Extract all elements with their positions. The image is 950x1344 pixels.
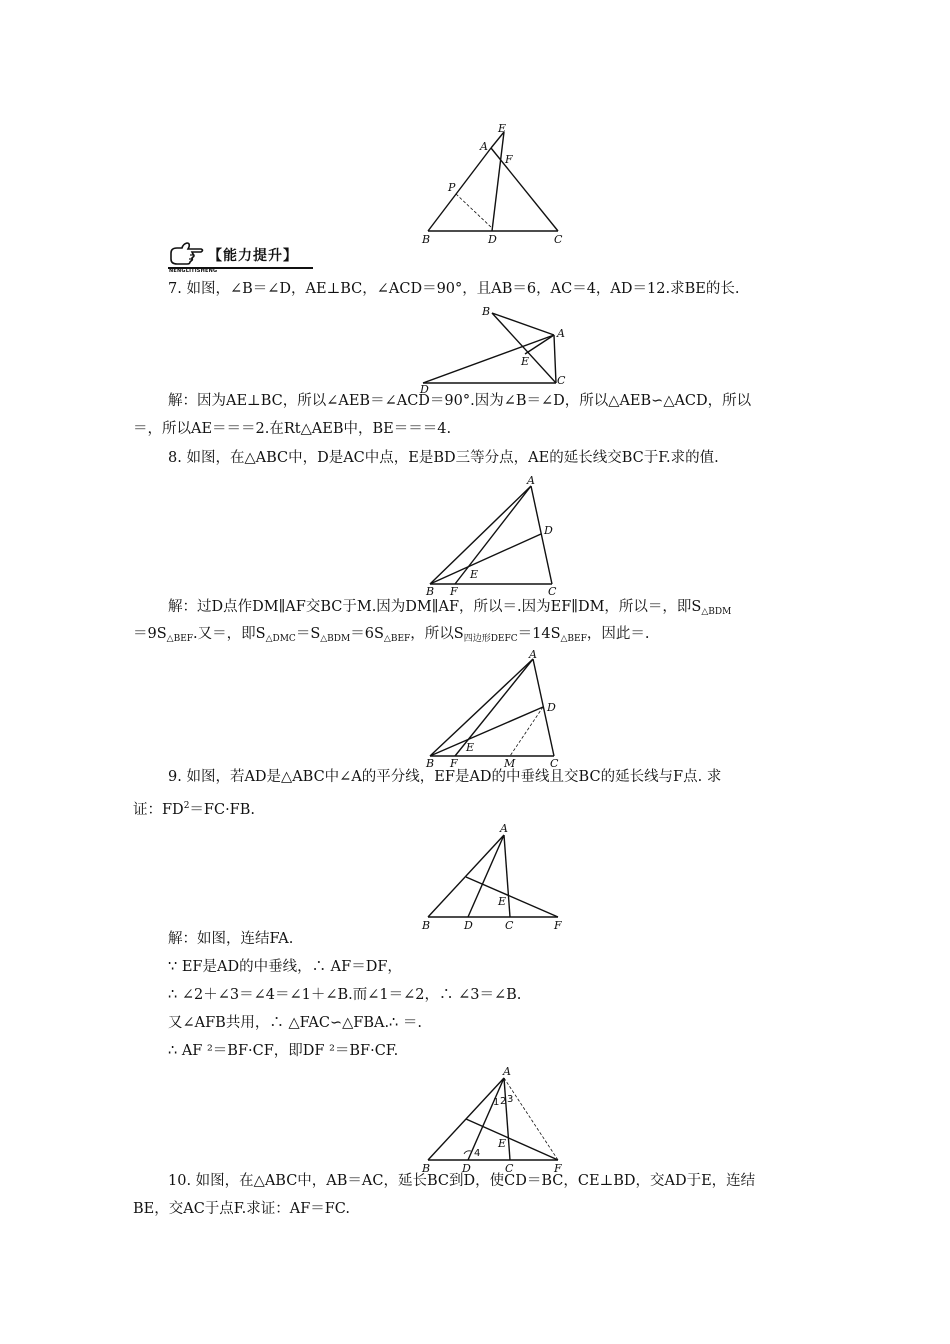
q9-solution-line-1: 解：如图，连结FA. xyxy=(168,931,294,947)
q9s-label-d: D xyxy=(462,1162,471,1175)
q9-solution-line-4: 又∠AFB共用，∴ △FAC∽△FBA.∴ ＝. xyxy=(168,1015,423,1031)
q9s-angle-1: 1 xyxy=(493,1097,500,1108)
q9-label-c: C xyxy=(505,919,514,932)
q9-question-line-1: 9. 如图，若AD是△ABC中∠A的平分线，EF是AD的中垂线且交BC的延长线与F点. 求 xyxy=(168,769,722,785)
q9-solution-line-2: ∵ EF是AD的中垂线，∴ AF＝DF， xyxy=(168,959,402,975)
q8s-label-a: A xyxy=(529,648,537,661)
section-subtitle: NENGLITISHENG xyxy=(169,268,218,274)
q8-label-b: B xyxy=(426,585,435,598)
fig1-label-c: C xyxy=(554,233,563,246)
q7-solution-line-1: 解：因为AE⊥BC，所以∠AEB＝∠ACD＝90°.因为∠B＝∠D，所以△AEB∽△ACD，所以 xyxy=(168,393,752,409)
q7-label-b: B xyxy=(482,305,491,318)
q8-label-d: D xyxy=(544,524,553,537)
q8-figure xyxy=(420,474,580,603)
q8-l2-sub5: 四边形DEFC xyxy=(463,634,518,644)
pointing-hand-icon xyxy=(168,240,206,266)
q9s-label-f: F xyxy=(554,1162,562,1175)
fig1-label-f: F xyxy=(505,153,513,166)
q9s-label-c: C xyxy=(505,1162,514,1175)
q9-figure xyxy=(418,820,578,939)
q8-l2-e: ，所以S xyxy=(410,626,464,642)
q8-l2-b: .又＝，即S xyxy=(193,626,266,642)
q9-ql2-a: 证：FD xyxy=(133,802,184,818)
q9s-angle-2: 2 xyxy=(500,1096,507,1107)
q9s-angle-4: 4 xyxy=(474,1148,481,1159)
q9-label-e: E xyxy=(498,895,507,908)
fig1-label-d: D xyxy=(488,233,497,246)
q9-figure-svg xyxy=(418,820,578,935)
section-header xyxy=(168,240,318,272)
q8-l2-f: ＝14S xyxy=(517,626,561,642)
q7-solution-line-2: ＝，所以AE＝＝＝2.在Rt△AEB中，BE＝＝＝4. xyxy=(133,421,452,437)
q8s-label-c: C xyxy=(550,757,559,770)
q8-solution-figure-svg xyxy=(420,647,580,772)
q7-label-c: C xyxy=(557,374,566,387)
fig1-label-b: B xyxy=(422,233,431,246)
q8-solution-line-2 xyxy=(133,624,649,649)
q8s-label-b: B xyxy=(426,757,435,770)
fig1-label-p: P xyxy=(448,181,456,194)
fig1-label-e: E xyxy=(498,122,507,135)
q9-solution-line-3: ∴ ∠2＋∠3＝∠4＝∠1＋∠B.而∠1＝∠2，∴ ∠3＝∠B. xyxy=(168,987,522,1003)
q8-question: 8. 如图，在△ABC中，D是AC中点，E是BD三等分点，AE的延长线交BC于F.求的值. xyxy=(168,450,719,466)
fig1-label-a: A xyxy=(480,140,488,153)
q10-question-line-1: 10. 如图，在△ABC中，AB＝AC，延长BC到D，使CD＝BC，CE⊥BD，交AD于E，连结 xyxy=(168,1173,756,1189)
q9-label-d: D xyxy=(464,919,473,932)
q8s-label-d: D xyxy=(547,701,556,714)
q8-l2-sub3: △BDM xyxy=(320,634,351,644)
q8-l2-g: ，因此＝. xyxy=(586,626,650,642)
q9s-angle-3: 3 xyxy=(507,1094,514,1105)
q9-solution-line-5: ∴ AF ²＝BF·CF，即DF ²＝BF·CF. xyxy=(168,1043,399,1059)
q8s-label-f: F xyxy=(450,757,458,770)
q8-l2-sub2: △DMC xyxy=(265,634,296,644)
q8-label-e: E xyxy=(470,568,479,581)
figure-1-svg xyxy=(418,118,578,248)
q8-figure-svg xyxy=(420,474,580,599)
q9-solution-figure-svg xyxy=(418,1062,578,1177)
q9-label-b: B xyxy=(422,919,431,932)
q9-label-f: F xyxy=(554,919,562,932)
q8-sub-bdm: △BDM xyxy=(701,607,732,617)
q8-solution-line-1 xyxy=(168,597,731,622)
q7-label-a: A xyxy=(557,327,565,340)
q9-solution-figure xyxy=(418,1062,578,1181)
q8-l2-c: ＝S xyxy=(295,626,321,642)
q8-label-a: A xyxy=(527,474,535,487)
q9-ql2-sup: 2 xyxy=(183,801,190,811)
q9-label-a: A xyxy=(500,822,508,835)
q8-l2-d: ＝6S xyxy=(350,626,384,642)
q7-figure xyxy=(418,303,578,397)
q8-label-f: F xyxy=(450,585,458,598)
q8s-label-e: E xyxy=(466,741,475,754)
q8-l2-sub6: △BEF xyxy=(560,634,587,644)
q8-label-c: C xyxy=(548,585,557,598)
q7-label-e: E xyxy=(521,355,530,368)
q9-ql2-b: ＝FC·FB. xyxy=(189,802,256,818)
figure-1-triangle xyxy=(418,118,578,252)
q8-l2-sub4: △BEF xyxy=(383,634,411,644)
q8-solution-line-1-text: 解：过D点作DM∥AF交BC于M.因为DM∥AF，所以＝.因为EF∥DM，所以＝，即S xyxy=(168,599,702,615)
section-title: 【能力提升】 xyxy=(208,248,298,264)
q7-label-d: D xyxy=(420,383,429,396)
q7-question: 7. 如图，∠B＝∠D，AE⊥BC，∠ACD＝90°，且AB＝6，AC＝4，AD＝12.求BE的长. xyxy=(168,281,740,297)
q9-question-line-2 xyxy=(133,796,255,820)
q10-question-line-2: BE，交AC于点F.求证：AF＝FC. xyxy=(133,1201,350,1217)
q8-l2-a: ＝9S xyxy=(133,626,167,642)
q8-l2-sub1: △BEF xyxy=(166,634,194,644)
q8s-label-m: M xyxy=(504,757,516,770)
q7-figure-svg xyxy=(418,303,578,396)
q8-solution-figure xyxy=(420,647,580,776)
q9s-label-b: B xyxy=(422,1162,431,1175)
q9s-label-a: A xyxy=(503,1065,511,1078)
q9s-label-e: E xyxy=(498,1137,507,1150)
